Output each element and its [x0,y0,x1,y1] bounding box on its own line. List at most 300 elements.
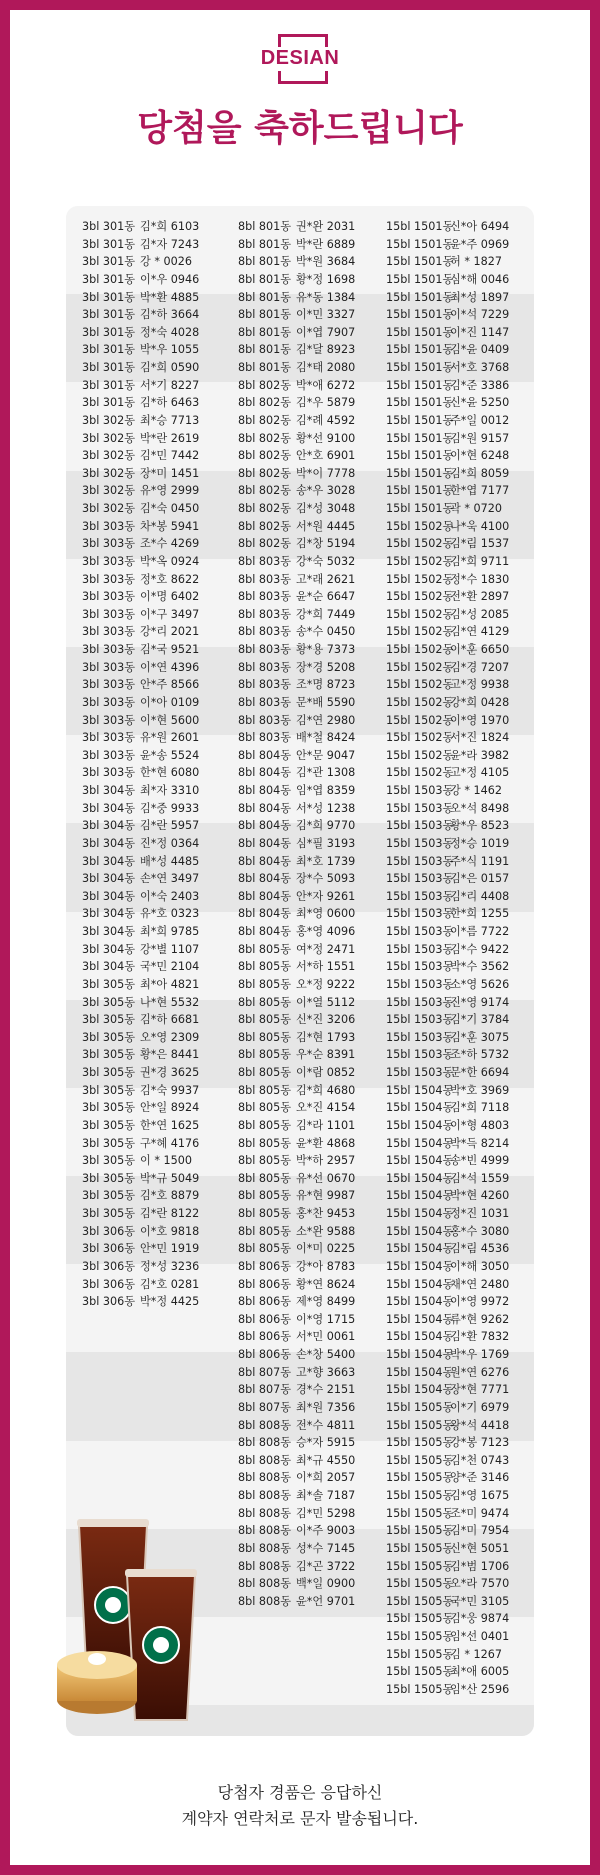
winner-unit: 8bl 803동 [238,607,292,621]
winner-unit: 8bl 801동 [238,361,292,374]
winner-unit: 15bl 1505동 [386,1577,454,1591]
winner-unit: 15bl 1501동 [386,361,454,374]
winner-name-phone: 김*하 6463 [140,396,200,410]
winner-unit: 15bl 1502동 [386,537,454,551]
winner-name-phone: 박*란 6889 [296,237,356,251]
winner-row [386,623,509,641]
winner-unit: 15bl 1503동 [386,836,454,850]
winner-unit: 3bl 306동 [82,1295,136,1309]
winner-row [386,764,509,782]
winner-row [386,1452,509,1470]
winner-name-phone: 장*수 5093 [296,872,356,886]
winner-name-phone: 배*철 8424 [296,731,356,745]
winner-name-phone: 윤*순 6647 [296,590,356,604]
winner-unit: 15bl 1504동 [386,1242,454,1256]
winner-name-phone: 유*호 0323 [140,907,200,921]
winner-row [386,1663,509,1681]
winner-name-phone: 김*희 8059 [450,466,510,480]
winner-row [386,1311,509,1329]
winner-unit: 3bl 303동 [82,519,136,533]
winner-row [238,941,355,959]
winner-unit: 8bl 804동 [238,907,292,921]
winner-row [82,1064,199,1082]
winner-name-phone: 김*민 5298 [296,1506,356,1520]
winner-row [82,1223,199,1241]
winner-unit: 8bl 802동 [238,502,292,515]
winner-name-phone: 채*연 2480 [450,1277,510,1291]
winner-unit: 8bl 808동 [238,1594,292,1608]
winner-name-phone: 국*민 2104 [140,960,200,974]
winner-row [82,1170,199,1188]
winner-name-phone: 최*호 1739 [296,854,356,868]
winner-row [386,800,509,818]
winner-row [82,1082,199,1100]
winner-row [238,518,355,536]
winner-row [82,676,199,694]
winner-row [238,1258,355,1276]
winner-name-phone: 정*숙 4028 [140,325,200,339]
winner-row [386,994,509,1012]
winner-unit: 3bl 305동 [82,1154,136,1168]
winner-row [386,588,509,606]
winner-name-phone: 서*하 1551 [296,960,356,974]
winner-name-phone: 임*선 0401 [450,1630,510,1643]
winner-unit: 15bl 1505동 [386,1453,454,1467]
winner-name-phone: 한*엽 7177 [450,484,510,498]
winner-unit: 3bl 301동 [82,272,136,286]
winner-unit: 8bl 803동 [238,572,292,586]
winner-row [386,747,509,765]
winner-row [82,1258,199,1276]
winner-unit: 8bl 803동 [238,713,292,727]
winner-row [238,835,355,853]
winner-unit: 3bl 303동 [82,660,136,674]
winner-name-phone: 오*라 7570 [450,1577,510,1591]
winner-row [386,1258,509,1276]
winner-unit: 3bl 305동 [82,1083,136,1097]
winner-name-phone: 양*준 3146 [450,1471,510,1485]
winner-row [82,923,199,941]
winner-unit: 3bl 304동 [82,854,136,868]
winner-row [82,1029,199,1047]
winner-name-phone: 송*수 0450 [296,625,356,639]
winner-name-phone: 정*수 1830 [450,572,510,586]
winner-row [82,1011,199,1029]
winner-row [238,1364,355,1382]
winner-name-phone: 황*은 8441 [140,1048,200,1062]
winner-name-phone: 조*하 5732 [450,1048,510,1062]
winner-name-phone: 이*희 2057 [296,1471,356,1485]
winner-name-phone: 김*국 9521 [140,643,200,656]
winner-row [238,588,355,606]
winner-unit: 15bl 1503동 [386,995,454,1009]
winner-unit: 8bl 805동 [238,1118,292,1132]
winner-name-phone: 경*수 2151 [296,1383,356,1397]
winner-row [238,271,355,289]
winner-name-phone: 김*하 3664 [140,308,200,322]
winner-name-phone: 이*미 0225 [296,1242,356,1256]
winner-row [238,1029,355,1047]
winner-name-phone: 유*현 9987 [296,1189,356,1203]
winner-name-phone: 안*일 8924 [140,1101,200,1115]
winner-unit: 15bl 1504동 [386,1259,454,1273]
winner-row [386,923,509,941]
winner-name-phone: 권*완 2031 [296,220,356,233]
winner-row [386,1628,509,1646]
winner-name-phone: 왕*석 4418 [450,1418,510,1432]
winner-row [238,1011,355,1029]
winner-row [238,994,355,1012]
winner-name-phone: 김*중 9933 [140,801,200,815]
winner-row [386,1223,509,1241]
winner-name-phone: 최*규 4550 [296,1453,356,1467]
winner-name-phone: 이*름 7722 [450,925,510,938]
winner-row [82,941,199,959]
winner-unit: 3bl 302동 [82,484,136,498]
winner-unit: 15bl 1502동 [386,572,454,586]
winner-name-phone: 이*민 3327 [296,308,356,322]
winner-row [386,324,509,342]
winner-row [238,712,355,730]
winner-unit: 15bl 1501동 [386,396,454,410]
winner-row [386,1364,509,1382]
winner-name-phone: 주*식 1191 [450,854,510,868]
winner-name-phone: 김*림 4536 [450,1242,510,1256]
winner-name-phone: 오*영 2309 [140,1030,200,1044]
winner-name-phone: 김*하 6681 [140,1013,200,1027]
winner-row [386,853,509,871]
winner-name-phone: 김*자 7243 [140,237,200,251]
winner-name-phone: 김*례 4592 [296,413,356,427]
winner-unit: 15bl 1501동 [386,449,454,463]
winner-unit: 3bl 303동 [82,713,136,727]
winner-unit: 3bl 306동 [82,1242,136,1256]
winner-name-phone: 김*희 4680 [296,1083,356,1097]
winner-unit: 3bl 305동 [82,1066,136,1079]
winner-name-phone: 소*영 5626 [450,977,510,991]
winner-unit: 3bl 303동 [82,590,136,604]
winner-row [238,1311,355,1329]
winner-row [82,482,199,500]
winner-row [386,1381,509,1399]
winner-row [386,659,509,677]
winner-row [82,958,199,976]
winner-name-phone: 황*용 7373 [296,643,356,656]
winner-row [238,447,355,465]
winner-row [82,976,199,994]
winner-unit: 3bl 305동 [82,1013,136,1027]
winner-unit: 15bl 1502동 [386,695,454,709]
winner-name-phone: 고*정 9938 [450,678,510,692]
winner-unit: 3bl 304동 [82,889,136,903]
winner-unit: 8bl 806동 [238,1295,292,1309]
winner-unit: 3bl 302동 [82,466,136,480]
winner-row [386,1187,509,1205]
winner-unit: 3bl 303동 [82,748,136,762]
winner-row [82,712,199,730]
winner-name-phone: 임*산 2596 [450,1682,510,1696]
winner-name-phone: 황*선 9100 [296,431,356,445]
winner-row [238,218,355,236]
winner-unit: 3bl 305동 [82,1207,136,1220]
winner-unit: 8bl 808동 [238,1489,292,1502]
winner-unit: 15bl 1505동 [386,1682,454,1696]
winner-row [238,659,355,677]
winner-unit: 8bl 804동 [238,819,292,833]
winner-row [386,888,509,906]
winner-name-phone: 유*동 1384 [296,290,356,304]
winner-unit: 3bl 303동 [82,766,136,780]
winner-name-phone: 차*봉 5941 [140,519,200,533]
winner-unit: 3bl 305동 [82,1136,136,1150]
winner-name-phone: 강*숙 5032 [296,554,356,568]
winner-row [386,1205,509,1223]
winner-row [386,218,509,236]
winner-unit: 8bl 802동 [238,484,292,498]
winner-unit: 15bl 1502동 [386,766,454,780]
winner-unit: 15bl 1501동 [386,220,454,233]
winner-unit: 15bl 1501동 [386,255,454,269]
winner-name-phone: 제*영 8499 [296,1295,356,1309]
winner-row [238,465,355,483]
winner-row [386,571,509,589]
winner-name-phone: 안*호 6901 [296,449,356,463]
winner-name-phone: 유*선 0670 [296,1171,356,1185]
winner-unit: 3bl 302동 [82,449,136,463]
winner-unit: 3bl 305동 [82,1101,136,1115]
winner-row [386,341,509,359]
winner-unit: 15bl 1503동 [386,1013,454,1027]
winner-name-phone: 김*태 2080 [296,361,356,374]
winner-row [82,1276,199,1294]
winner-unit: 3bl 302동 [82,413,136,427]
winner-name-phone: 전*수 4811 [296,1418,356,1432]
winner-name-phone: 강*아 8783 [296,1259,356,1273]
winner-name-phone: 김*석 1559 [450,1171,510,1185]
winner-unit: 8bl 804동 [238,748,292,762]
winner-name-phone: 조*미 9474 [450,1506,510,1520]
winner-name-phone: 김*달 8923 [296,343,356,357]
winner-unit: 15bl 1501동 [386,378,454,392]
winner-name-phone: 안*문 9047 [296,748,356,762]
winner-row [386,676,509,694]
winner-row [386,271,509,289]
winner-unit: 8bl 806동 [238,1348,292,1361]
winner-name-phone: 승*자 5915 [296,1436,356,1450]
winner-unit: 8bl 805동 [238,1224,292,1238]
winner-unit: 15bl 1505동 [386,1471,454,1485]
winner-name-phone: 김*희 7118 [450,1101,510,1115]
winner-name-phone: 김*민 7442 [140,449,200,463]
winner-name-phone: 박*호 3969 [450,1083,510,1097]
winner-name-phone: 김*라 1101 [296,1118,356,1132]
winner-row [238,1205,355,1223]
winner-name-phone: 김*범 1706 [450,1559,510,1573]
winner-unit: 15bl 1502동 [386,643,454,656]
winner-name-phone: 문*한 6694 [450,1066,510,1079]
winner-row [238,535,355,553]
winner-unit: 15bl 1505동 [386,1524,454,1538]
winner-name-phone: 장*경 5208 [296,660,356,674]
winner-row [238,236,355,254]
winner-row [82,571,199,589]
winner-unit: 15bl 1504동 [386,1171,454,1185]
winner-unit: 8bl 803동 [238,678,292,692]
winner-name-phone: 김*연 4129 [450,625,510,639]
winner-row [386,835,509,853]
winner-row [386,1170,509,1188]
winner-name-phone: 우*순 8391 [296,1048,356,1062]
winner-unit: 15bl 1504동 [386,1118,454,1132]
winner-row [238,1293,355,1311]
winner-row [238,1381,355,1399]
winner-row [386,1029,509,1047]
winner-name-phone: 강 * 0026 [140,255,192,269]
winner-row [238,1558,355,1576]
winner-name-phone: 송*빈 4999 [450,1154,510,1168]
winner-row [82,518,199,536]
winner-unit: 3bl 301동 [82,361,136,374]
winner-unit: 8bl 805동 [238,1013,292,1027]
winner-row [386,941,509,959]
winner-unit: 3bl 304동 [82,942,136,956]
winner-name-phone: 이*명 6402 [140,590,200,604]
winner-unit: 8bl 803동 [238,695,292,709]
winner-row [386,1610,509,1628]
winner-unit: 8bl 804동 [238,801,292,815]
winner-row [386,870,509,888]
winner-row [238,764,355,782]
winner-name-phone: 장*현 7771 [450,1383,510,1397]
winner-name-phone: 최*자 3310 [140,784,200,797]
winner-name-phone: 박*현 4260 [450,1189,510,1203]
winner-unit: 15bl 1502동 [386,607,454,621]
winner-unit: 8bl 801동 [238,237,292,251]
winner-unit: 8bl 801동 [238,272,292,286]
winner-unit: 15bl 1503동 [386,819,454,833]
winner-column-15bl [386,218,509,1699]
winner-row [82,694,199,712]
winner-row [238,976,355,994]
winner-row [82,1152,199,1170]
winner-row [386,430,509,448]
winner-row [82,306,199,324]
winner-row [82,994,199,1012]
winner-name-phone: 김*숙 0450 [140,502,200,515]
winner-row [238,1082,355,1100]
winner-name-phone: 박*란 2619 [140,431,200,445]
winner-row [386,236,509,254]
winner-row [386,482,509,500]
winner-row [386,1399,509,1417]
winner-name-phone: 윤*환 4868 [296,1136,356,1150]
winner-unit: 15bl 1505동 [386,1506,454,1520]
winner-name-phone: 정*성 3236 [140,1259,200,1273]
winner-name-phone: 홍*찬 9453 [296,1207,356,1220]
winner-unit: 3bl 304동 [82,836,136,850]
winner-unit: 15bl 1501동 [386,413,454,427]
footer-line-2: 계약자 연락처로 문자 발송됩니다. [181,1809,419,1828]
winner-name-phone: 박*옥 0924 [140,554,200,568]
winner-row [82,377,199,395]
winner-unit: 15bl 1502동 [386,590,454,604]
winner-name-phone: 진*영 9174 [450,995,510,1009]
winner-unit: 15bl 1501동 [386,290,454,304]
winner-row [82,412,199,430]
winner-row [82,764,199,782]
winner-row [238,1540,355,1558]
winner-name-phone: 이*연 4396 [140,660,200,674]
winner-name-phone: 장*미 1451 [140,466,200,480]
winner-name-phone: 이*엽 7907 [296,325,356,339]
winner-row [82,905,199,923]
winner-name-phone: 여*정 2471 [296,942,356,956]
winner-name-phone: 홍*수 3080 [450,1224,510,1238]
winner-name-phone: 성*수 7145 [296,1541,356,1555]
winner-name-phone: 서*성 1238 [296,801,356,815]
winner-name-phone: 서*민 0061 [296,1330,356,1344]
winner-row [238,430,355,448]
winner-unit: 15bl 1503동 [386,854,454,868]
winner-name-phone: 이*해 3050 [450,1259,510,1273]
winner-name-phone: 정*진 1031 [450,1207,510,1220]
winner-unit: 3bl 303동 [82,537,136,551]
winner-row [238,253,355,271]
winner-row [238,1469,355,1487]
winner-row [386,377,509,395]
winner-unit: 8bl 802동 [238,466,292,480]
winner-unit: 3bl 305동 [82,995,136,1009]
winner-row [82,870,199,888]
winner-row [386,817,509,835]
winner-name-phone: 진*정 0364 [140,836,200,850]
winner-row [82,253,199,271]
desian-logo [258,34,342,84]
winner-row [238,1117,355,1135]
winner-unit: 8bl 805동 [238,1154,292,1168]
winner-row [238,676,355,694]
winner-column-8bl [238,218,355,1610]
winner-name-phone: 최*솔 7187 [296,1489,356,1502]
winner-row [82,341,199,359]
winner-row [238,1346,355,1364]
winner-row [386,1011,509,1029]
winner-row [386,518,509,536]
winner-name-phone: 최*희 9785 [140,925,200,938]
winner-unit: 3bl 303동 [82,572,136,586]
winner-unit: 15bl 1503동 [386,977,454,991]
winner-unit: 8bl 801동 [238,325,292,339]
winner-row [238,905,355,923]
winner-row [386,394,509,412]
winner-unit: 8bl 808동 [238,1418,292,1432]
winner-unit: 8bl 801동 [238,290,292,304]
winner-name-phone: 황*연 8624 [296,1277,356,1291]
winner-row [386,500,509,518]
winner-name-phone: 최*승 7713 [140,413,200,427]
winner-row [238,870,355,888]
winner-name-phone: 김*호 8879 [140,1189,200,1203]
winner-name-phone: 강*리 2021 [140,625,200,639]
winner-unit: 3bl 306동 [82,1277,136,1291]
winner-name-phone: 이*우 0946 [140,272,200,286]
winner-unit: 15bl 1502동 [386,713,454,727]
winner-unit: 8bl 802동 [238,396,292,410]
winner-unit: 15bl 1504동 [386,1154,454,1168]
winner-name-phone: 송*우 3028 [296,484,356,498]
winner-row [238,1223,355,1241]
winner-name-phone: 한*현 6080 [140,766,200,780]
